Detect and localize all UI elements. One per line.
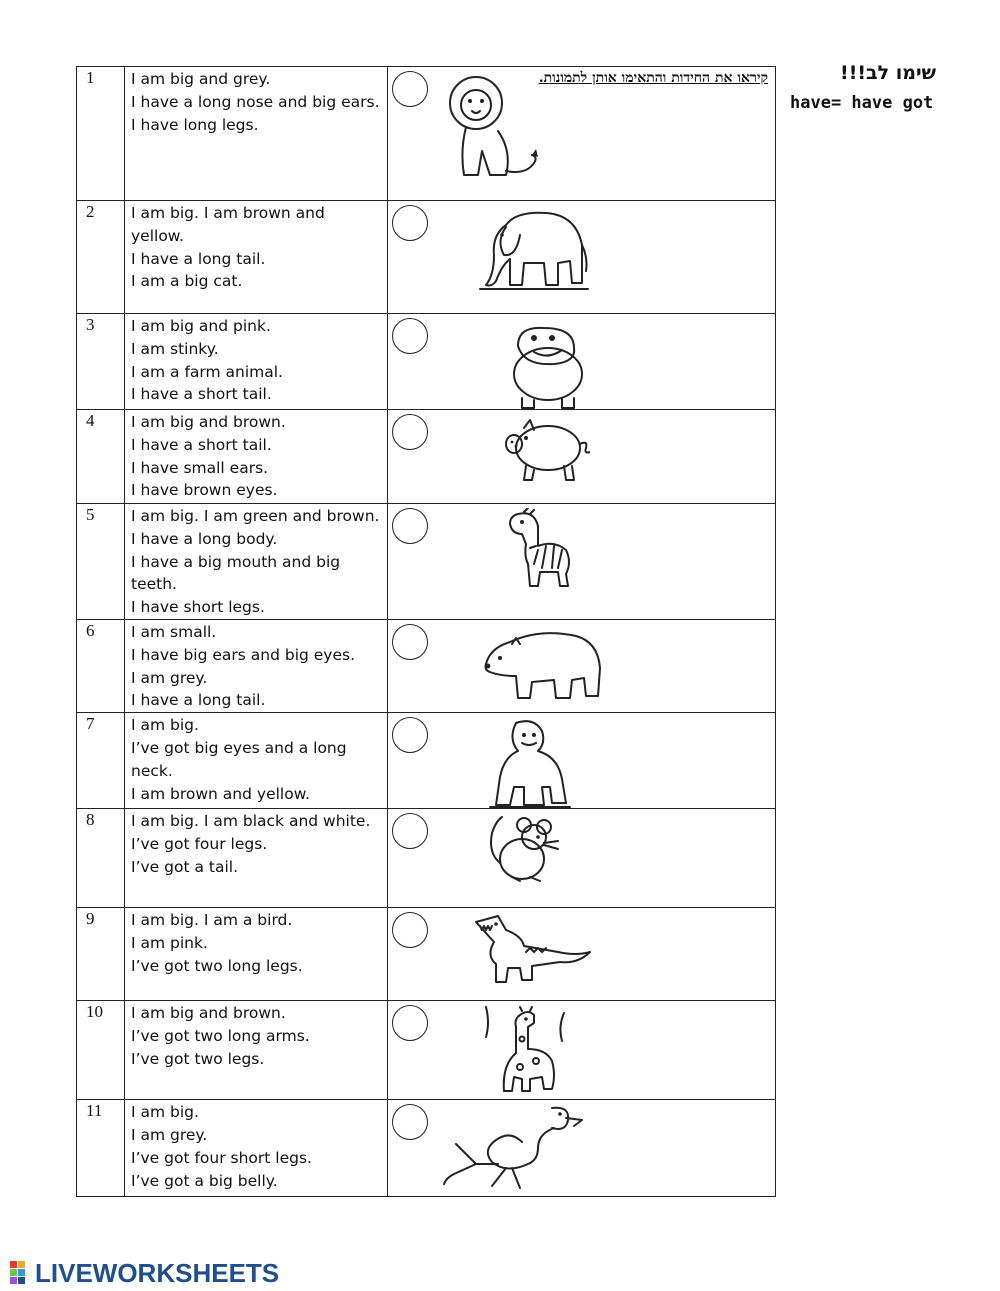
riddle-clue-line: I am pink. (131, 933, 208, 952)
riddle-clue-line: teeth. (131, 575, 177, 594)
riddle-clues (125, 1001, 388, 1100)
riddle-clue-line: I am big. (131, 1103, 199, 1122)
riddle-row (77, 1001, 776, 1100)
riddle-clue-line: I have brown eyes. (131, 481, 278, 500)
riddle-clue-line: I am stinky. (131, 339, 219, 358)
lion-illustration (438, 71, 542, 183)
picture-cell (388, 809, 776, 908)
giraffe-illustration (480, 1005, 570, 1097)
riddle-clue-line: I am big and brown. (131, 1004, 286, 1023)
riddle-clue-line: I am big and grey. (131, 70, 271, 88)
riddle-table (76, 66, 776, 1197)
riddle-number: 5 (77, 504, 125, 620)
answer-circle[interactable] (392, 1104, 428, 1140)
riddle-clue-line: I am grey. (131, 668, 208, 687)
riddle-number: 9 (77, 908, 125, 1001)
riddle-clues (125, 504, 388, 620)
bear-illustration (480, 624, 606, 704)
hippo-illustration (504, 318, 590, 410)
instruction-text: קיראו את החידות והתאימו אותן לתמונות. (538, 70, 768, 86)
zebra-drawing (504, 508, 576, 590)
riddle-clue-line: I’ve got a tail. (131, 857, 239, 876)
riddle-clue-line: I am grey. (131, 1125, 208, 1144)
pig-illustration (500, 414, 590, 484)
riddle-clues (125, 809, 388, 908)
liveworksheets-logo-icon (10, 1261, 32, 1285)
riddle-clue-line: I am a farm animal. (131, 362, 283, 381)
riddle-clue-line: I have a long body. (131, 529, 278, 548)
answer-circle[interactable] (392, 912, 428, 948)
riddle-clue-line: I have a long tail. (131, 691, 266, 710)
riddle-clues (125, 67, 388, 201)
riddle-row (77, 908, 776, 1001)
flamingo-illustration (442, 1104, 592, 1192)
riddle-clue-line: I am big. I am black and white. (131, 812, 371, 831)
riddle-clue-line: I’ve got four short legs. (131, 1148, 312, 1167)
liveworksheets-brand-name: LIVEWORKSHEETS (35, 1257, 280, 1288)
giraffe-drawing (480, 1005, 570, 1097)
bear-drawing (480, 624, 606, 704)
gorilla-drawing (486, 717, 574, 811)
hippo-drawing (504, 318, 590, 410)
picture-cell (388, 908, 776, 1001)
riddle-row (77, 619, 776, 712)
riddle-number: 3 (77, 314, 125, 410)
riddle-clue-line: I’ve got two long arms. (131, 1026, 310, 1045)
note-body: have= have got (790, 93, 934, 113)
riddle-clue-line: I’ve got big eyes and a long (131, 738, 347, 757)
riddle-clue-line: I am big. I am a bird. (131, 911, 293, 930)
riddle-clues (125, 314, 388, 410)
riddle-clue-line: I have a long tail. (131, 249, 266, 268)
riddle-clue-line: I’ve got a big belly. (131, 1171, 278, 1190)
riddle-number: 6 (77, 619, 125, 712)
riddle-clue-line: I am big. I am green and brown. (131, 507, 380, 525)
note-title: שימו לב!!! (840, 62, 936, 84)
riddle-clue-line: I am a big cat. (131, 272, 243, 291)
riddle-clue-line: I am brown and yellow. (131, 784, 310, 803)
answer-circle[interactable] (392, 508, 428, 544)
riddle-clue-line: I have short legs. (131, 598, 265, 617)
riddle-clue-line: I am big and pink. (131, 317, 271, 335)
liveworksheets-logo (10, 1258, 279, 1288)
crocodile-drawing (472, 912, 592, 990)
riddle-clue-line: I’ve got two legs. (131, 1049, 265, 1068)
riddle-row (77, 713, 776, 809)
elephant-drawing (476, 205, 590, 295)
pig-drawing (500, 414, 590, 484)
riddle-clue-line: neck. (131, 761, 173, 780)
riddle-number: 10 (77, 1001, 125, 1100)
riddle-clues (125, 908, 388, 1001)
riddle-row (77, 504, 776, 620)
riddle-clue-line: I am small. (131, 622, 217, 641)
answer-circle[interactable] (392, 414, 428, 450)
answer-circle[interactable] (392, 1005, 428, 1041)
riddle-number: 4 (77, 410, 125, 504)
flamingo-drawing (442, 1104, 592, 1192)
riddle-row (77, 201, 776, 314)
picture-cell (388, 713, 776, 809)
picture-cell (388, 410, 776, 504)
riddle-table-container (76, 66, 776, 1197)
riddle-number: 2 (77, 201, 125, 314)
riddle-row (77, 314, 776, 410)
riddle-clue-line: I have long legs. (131, 115, 259, 134)
answer-circle[interactable] (392, 318, 428, 354)
answer-circle[interactable] (392, 624, 428, 660)
riddle-number: 11 (77, 1100, 125, 1197)
riddle-row (77, 410, 776, 504)
riddle-clue-line: I have big ears and big eyes. (131, 645, 356, 664)
riddle-clues (125, 619, 388, 712)
zebra-illustration (504, 508, 576, 590)
answer-circle[interactable] (392, 717, 428, 753)
riddle-clues (125, 201, 388, 314)
lion-drawing (438, 71, 542, 183)
riddle-clue-line: I’ve got four legs. (131, 834, 268, 853)
picture-cell (388, 201, 776, 314)
riddle-number: 7 (77, 713, 125, 809)
riddle-clue-line: I have small ears. (131, 458, 269, 477)
riddle-clues (125, 1100, 388, 1197)
gorilla-illustration (486, 717, 574, 811)
picture-cell (388, 1100, 776, 1197)
riddle-number: 1 (77, 67, 125, 201)
riddle-clues (125, 410, 388, 504)
riddle-clue-line: I have a short tail. (131, 435, 272, 454)
answer-circle[interactable] (392, 205, 428, 241)
riddle-clue-line: I am big and brown. (131, 413, 286, 431)
picture-cell (388, 1001, 776, 1100)
picture-cell (388, 314, 776, 410)
riddle-clue-line: I have a big mouth and big (131, 552, 341, 571)
riddle-clues (125, 713, 388, 809)
riddle-clue-line: yellow. (131, 226, 184, 245)
crocodile-illustration (472, 912, 592, 990)
riddle-number: 8 (77, 809, 125, 908)
riddle-clue-line: I have a short tail. (131, 385, 272, 404)
answer-circle[interactable] (392, 71, 428, 107)
riddle-clue-line: I have a long nose and big ears. (131, 92, 380, 111)
elephant-illustration (476, 205, 590, 295)
riddle-clue-line: I am big. I am brown and (131, 204, 325, 222)
answer-circle[interactable] (392, 813, 428, 849)
riddle-clue-line: I’ve got two long legs. (131, 956, 303, 975)
riddle-row (77, 1100, 776, 1197)
mouse-illustration (482, 813, 566, 885)
picture-cell (388, 619, 776, 712)
mouse-drawing (482, 813, 566, 885)
riddle-row (77, 809, 776, 908)
riddle-clue-line: I am big. (131, 716, 199, 735)
picture-cell (388, 504, 776, 620)
